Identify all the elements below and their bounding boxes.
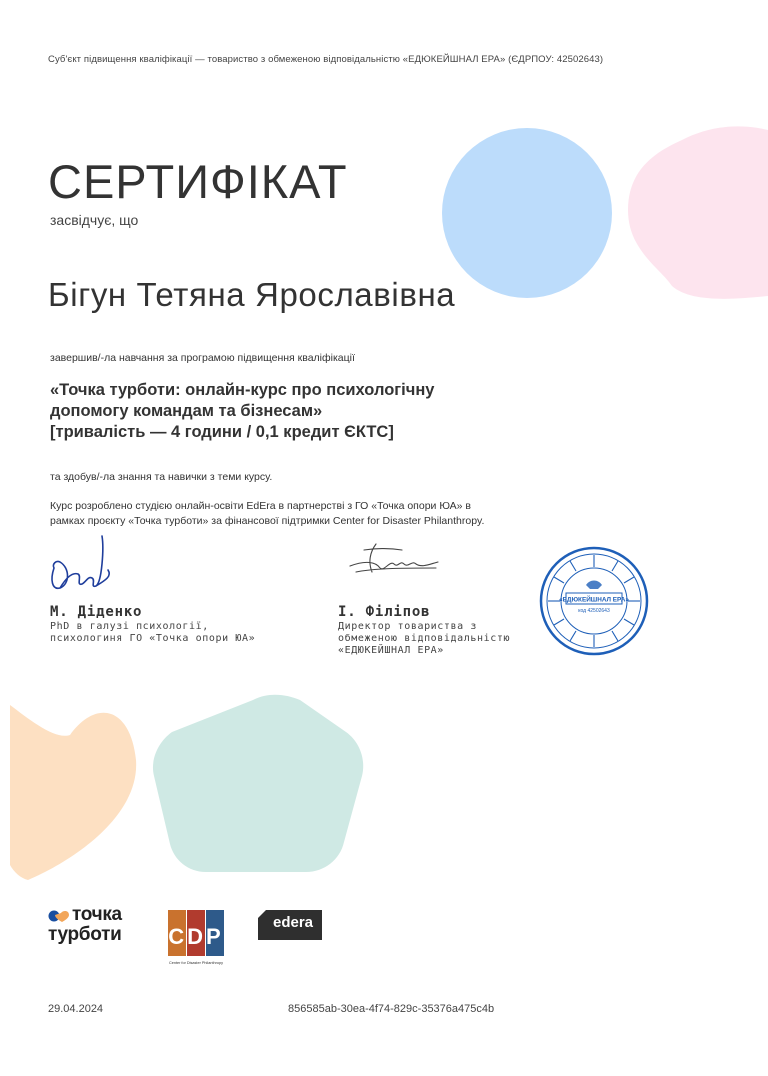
official-stamp bbox=[538, 545, 650, 657]
certificate-subtitle: засвідчує, що bbox=[50, 212, 139, 228]
edera-logo-text: edera bbox=[273, 914, 314, 931]
signatory-2-role bbox=[338, 621, 510, 657]
signatory-2-role-line1: Директор товариства з bbox=[338, 621, 478, 632]
partnership-line2: рамках проєкту «Точка турботи» за фінансової підтримки Center for Disaster Philanthropy. bbox=[50, 515, 485, 527]
course-title-line2: допомогу командам та бізнесам» bbox=[50, 402, 323, 420]
gained-text: та здобув/-ла знання та навички з теми курсу. bbox=[50, 471, 273, 483]
issuer-line: Суб'єкт підвищення кваліфікації — товариство з обмеженою відповідальністю «ЕДЮКЕЙШНАЛ ЕРА» (ЄДРПОУ: 42502643) bbox=[48, 54, 604, 65]
edera-logo bbox=[258, 908, 324, 942]
completed-text: завершив/-ла навчання за програмою підвищення кваліфікації bbox=[50, 352, 355, 364]
signatory-1-role bbox=[50, 621, 255, 645]
course-duration: [тривалість — 4 години / 0,1 кредит ЄКТС] bbox=[50, 423, 394, 441]
cdp-logo-caption: Center for Disaster Philanthropy bbox=[168, 961, 224, 965]
tochka-logo-line2: турботи bbox=[48, 924, 122, 945]
blue-circle-shape bbox=[442, 128, 612, 298]
certificate-title: СЕРТИФІКАТ bbox=[48, 155, 348, 208]
issue-date: 29.04.2024 bbox=[48, 1003, 104, 1015]
recipient-name: Бігун Тетяна Ярославівна bbox=[48, 276, 456, 313]
peach-heart-shape bbox=[10, 705, 136, 880]
cdp-logo bbox=[168, 910, 224, 966]
signature-1-handwriting bbox=[46, 528, 116, 598]
signatory-2-role-line3: «ЕДЮКЕЙШНАЛ ЕРА» bbox=[338, 645, 444, 656]
partnership-text bbox=[50, 499, 650, 529]
mint-pentagon-shape bbox=[153, 695, 363, 872]
signatory-2-role-line2: обмеженою відповідальністю bbox=[338, 633, 511, 644]
signatory-2-name: І. Філіпов bbox=[338, 604, 431, 620]
stamp-code: код 42502643 bbox=[578, 608, 610, 614]
tochka-logo-line1: точка bbox=[72, 904, 122, 925]
course-title-line1: «Точка турботи: онлайн-курс про психологічну bbox=[50, 381, 435, 399]
hearts-icon bbox=[48, 910, 70, 922]
signatory-1-name: М. Діденко bbox=[50, 604, 143, 620]
signatory-1-role-line2: психологиня ГО «Точка опори ЮА» bbox=[50, 633, 256, 644]
partnership-line1: Курс розроблено студією онлайн-освіти EdEra в партнерстві з ГО «Точка опори ЮА» в bbox=[50, 500, 471, 512]
tochka-turboty-logo bbox=[48, 906, 148, 946]
course-title bbox=[50, 380, 570, 443]
cdp-logo-text: CDP bbox=[168, 924, 224, 949]
pink-flower-shape bbox=[628, 126, 768, 298]
signature-2-handwriting bbox=[346, 538, 442, 578]
signatory-1-role-line1: PhD в галузі психології, bbox=[50, 621, 209, 632]
certificate-code: 856585ab-30ea-4f74-829c-35376a475c4b bbox=[288, 1003, 495, 1015]
stamp-center-text: «ЕДЮКЕЙШНАЛ ЕРА» bbox=[559, 596, 629, 604]
